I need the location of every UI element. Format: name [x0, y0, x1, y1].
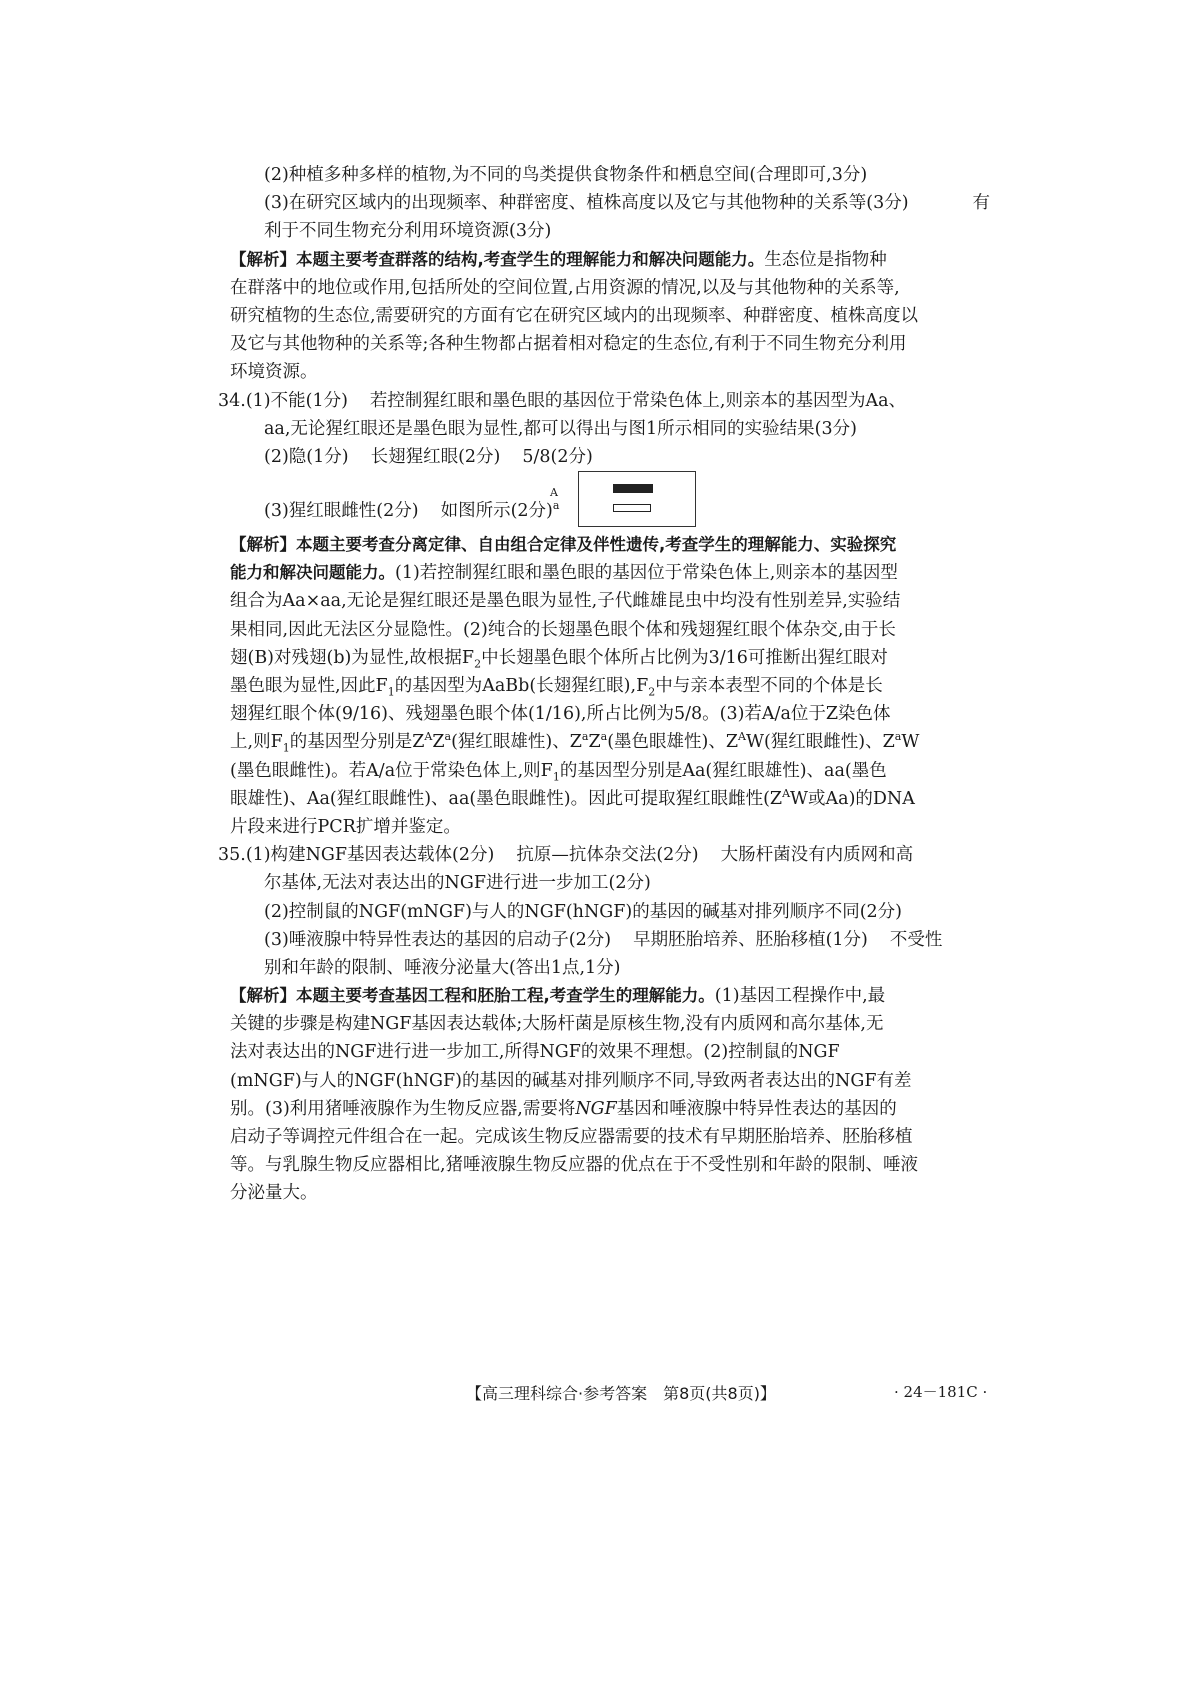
- text-line: [230, 700, 990, 728]
- text: 果相同,因此无法区分显隐性。(2)纯合的长翅墨色眼个体和残翅猩红眼个体杂交,由于长: [230, 619, 896, 640]
- text: 翅猩红眼个体(9/16)、残翅墨色眼个体(1/16),所占比例为5/8。(3)若A/a位于Z染色体: [230, 704, 891, 725]
- fig-label-A: A: [550, 486, 558, 500]
- superscript: a: [894, 730, 902, 744]
- text-line: [230, 161, 990, 189]
- text: 的基因型分别是Z: [289, 732, 425, 753]
- text-line: [230, 274, 990, 302]
- text: 翅(B)对残翅(b)为显性,故根据F: [230, 647, 475, 668]
- text-line: [230, 1151, 990, 1179]
- q34-part3: [230, 471, 990, 531]
- subscript: 1: [552, 770, 560, 784]
- text: 35.(1)构建NGF基因表达载体(2分): [218, 845, 495, 866]
- dna-band-empty: [613, 504, 651, 512]
- subscript: 2: [474, 657, 482, 671]
- text-line: [230, 587, 990, 615]
- text-line: [230, 1067, 990, 1095]
- text: (1)若控制猩红眼和墨色眼的基因位于常染色体上,则亲本的基因型: [395, 563, 898, 584]
- text: 不受性: [889, 929, 943, 950]
- text-line: [230, 330, 990, 358]
- text: 上,则F: [230, 732, 283, 753]
- text: Z: [588, 732, 601, 753]
- text: (猩红眼雄性)、Z: [451, 732, 582, 753]
- text-line: [230, 415, 990, 443]
- explanation-heading: [230, 246, 990, 274]
- text-line: [264, 497, 559, 525]
- text: 关键的步骤是构建NGF基因表达载体;大肠杆菌是原核生物,没有内质网和高尔基体,无: [230, 1014, 884, 1035]
- text: 启动子等调控元件组合在一起。完成该生物反应器需要的技术有早期胚胎培养、胚胎移植: [230, 1127, 913, 1147]
- bold-text: 能力和解决问题能力。: [230, 563, 395, 583]
- text: 环境资源。: [230, 362, 318, 383]
- explanation-heading: [230, 982, 990, 1010]
- bold-text: 【解析】本题主要考查基因工程和胚胎工程,考查学生的理解能力。: [230, 986, 715, 1006]
- superscript: a: [581, 730, 589, 744]
- text: W: [901, 732, 920, 753]
- text: 分泌量大。: [230, 1183, 318, 1204]
- dna-band-filled: [613, 484, 653, 493]
- text: 在群落中的地位或作用,包括所处的空间位置,占用资源的情况,以及与其他物种的关系等,: [230, 277, 900, 298]
- text-line: [230, 672, 990, 700]
- subscript: 1: [282, 741, 290, 755]
- figure-frame: [578, 471, 696, 527]
- text-line: [230, 813, 990, 841]
- text: 中长翅墨色眼个体所占比例为3/16可推断出猩红眼对: [481, 647, 888, 668]
- text-line: [230, 1038, 990, 1066]
- text-line: [230, 1179, 990, 1207]
- text-line: [230, 559, 990, 587]
- question-35-line: [218, 841, 990, 869]
- text-line: [230, 1010, 990, 1038]
- page-footer: 【高三理科综合·参考答案 第8页(共8页)】: [466, 1384, 776, 1403]
- text: 墨色眼为显性,因此F: [230, 676, 388, 696]
- superscript: a: [600, 730, 608, 744]
- text-line: [230, 358, 990, 386]
- text: 及它与其他物种的关系等;各种生物都占据着相对稳定的生态位,有利于不同生物充分利用: [230, 334, 907, 355]
- text: (3)唾液腺中特异性表达的基因的启动子(2分): [264, 929, 612, 950]
- superscript: A: [738, 730, 746, 744]
- text: W或Aa)的DNA: [790, 788, 915, 809]
- text: 5/8(2分): [522, 446, 593, 467]
- text: W(猩红眼雌性)、Z: [745, 732, 895, 753]
- text: (1)基因工程操作中,最: [714, 986, 886, 1007]
- text-line: [230, 926, 990, 954]
- text-line: [230, 954, 990, 982]
- text: aa,无论猩红眼还是墨色眼为显性,都可以得出与图1所示相同的实验结果(3分): [264, 418, 857, 439]
- text: 如图所示(2分): [440, 501, 553, 522]
- text-line: [230, 616, 990, 644]
- text: 利于不同生物充分利用环境资源(3分): [264, 221, 552, 242]
- text: 等。与乳腺生物反应器相比,猪唾液腺生物反应器的优点在于不受性别和年龄的限制、唾液: [230, 1155, 919, 1176]
- text: 研究植物的生态位,需要研究的方面有它在研究区域内的出现频率、种群密度、植株高度以: [230, 305, 919, 326]
- text: 基因和唾液腺中特异性表达的基因的: [616, 1098, 897, 1119]
- text: 早期胚胎培养、胚胎移植(1分): [633, 929, 868, 950]
- text: 眼雄性)、Aa(猩红眼雌性)、aa(墨色眼雌性)。因此可提取猩红眼雌性(Z: [230, 788, 783, 809]
- text: 有: [972, 193, 990, 214]
- text-line: [230, 728, 990, 756]
- bold-text: 【解析】本题主要考查分离定律、自由组合定律及伴性遗传,考查学生的理解能力、实验探究: [230, 535, 897, 555]
- text-line: [230, 644, 990, 672]
- text: 尔基体,无法对表达出的NGF进行进一步加工(2分): [264, 873, 651, 894]
- text: 长翅猩红眼(2分): [370, 446, 501, 467]
- text: (墨色眼雄性)、Z: [607, 732, 739, 753]
- text: 抗原—抗体杂交法(2分): [516, 845, 699, 866]
- text: 法对表达出的NGF进行进一步加工,所得NGF的效果不理想。(2)控制鼠的NGF: [230, 1042, 840, 1063]
- text-line: [230, 443, 990, 471]
- text-line: [230, 898, 990, 926]
- answer-content: [218, 161, 990, 1208]
- text: Z: [432, 732, 445, 753]
- text: 组合为Aa×aa,无论是猩红眼还是墨色眼为显性,子代雌雄昆虫中均没有性别差异,实验结: [230, 591, 901, 612]
- subscript: 2: [648, 685, 656, 699]
- text-line: [230, 217, 990, 245]
- text: 片段来进行PCR扩增并鉴定。: [230, 816, 461, 837]
- text: (墨色眼雌性)。若A/a位于常染色体上,则F: [230, 760, 553, 781]
- subscript: 1: [387, 685, 395, 699]
- text: 的基因型为AaBb(长翅猩红眼),F: [394, 676, 649, 696]
- text: 生态位是指物种: [764, 249, 887, 270]
- bold-text: 【解析】本题主要考查群落的结构,考查学生的理解能力和解决问题能力。: [230, 249, 765, 269]
- text: 别。(3)利用猪唾液腺作为生物反应器,需要将: [230, 1098, 576, 1119]
- fig-label-a: a: [552, 499, 560, 513]
- text: (3)在研究区域内的出现频率、种群密度、植株高度以及它与其他物种的关系等(3分): [264, 193, 909, 214]
- italic-text: NGF: [575, 1098, 617, 1119]
- text-line: [230, 1123, 990, 1151]
- text: 的基因型分别是Aa(猩红眼雄性)、aa(墨色: [559, 760, 887, 781]
- superscript: a: [444, 730, 452, 744]
- text-line: [230, 302, 990, 330]
- text: 若控制猩红眼和墨色眼的基因位于常染色体上,则亲本的基因型为Aa、: [369, 390, 907, 411]
- text-line: [230, 1095, 990, 1123]
- text: 中与亲本表型不同的个体是长: [655, 676, 883, 696]
- text-line: [230, 757, 990, 785]
- text: 别和年龄的限制、唾液分泌量大(答出1点,1分): [264, 957, 621, 978]
- text: (2)隐(1分): [264, 446, 349, 467]
- text-line: [230, 869, 990, 897]
- text-line: [230, 189, 990, 217]
- superscript: A: [424, 730, 433, 744]
- text: (mNGF)与人的NGF(hNGF)的基因的碱基对排列顺序不同,导致两者表达出的NGF有差: [230, 1070, 912, 1091]
- superscript: A: [782, 786, 791, 800]
- text: (3)猩红眼雌性(2分): [264, 501, 419, 522]
- text: (2)种植多种多样的植物,为不同的鸟类提供食物条件和栖息空间(合理即可,3分): [264, 165, 868, 185]
- explanation-heading: [230, 531, 990, 559]
- text: (2)控制鼠的NGF(mNGF)与人的NGF(hNGF)的基因的碱基对排列顺序不同(2分): [264, 901, 902, 922]
- text: 大肠杆菌没有内质网和高: [720, 845, 914, 866]
- text: 34.(1)不能(1分): [218, 390, 348, 411]
- question-34-line: [218, 387, 990, 415]
- text-line: [230, 785, 990, 813]
- paper-code: · 24－181C ·: [894, 1383, 988, 1401]
